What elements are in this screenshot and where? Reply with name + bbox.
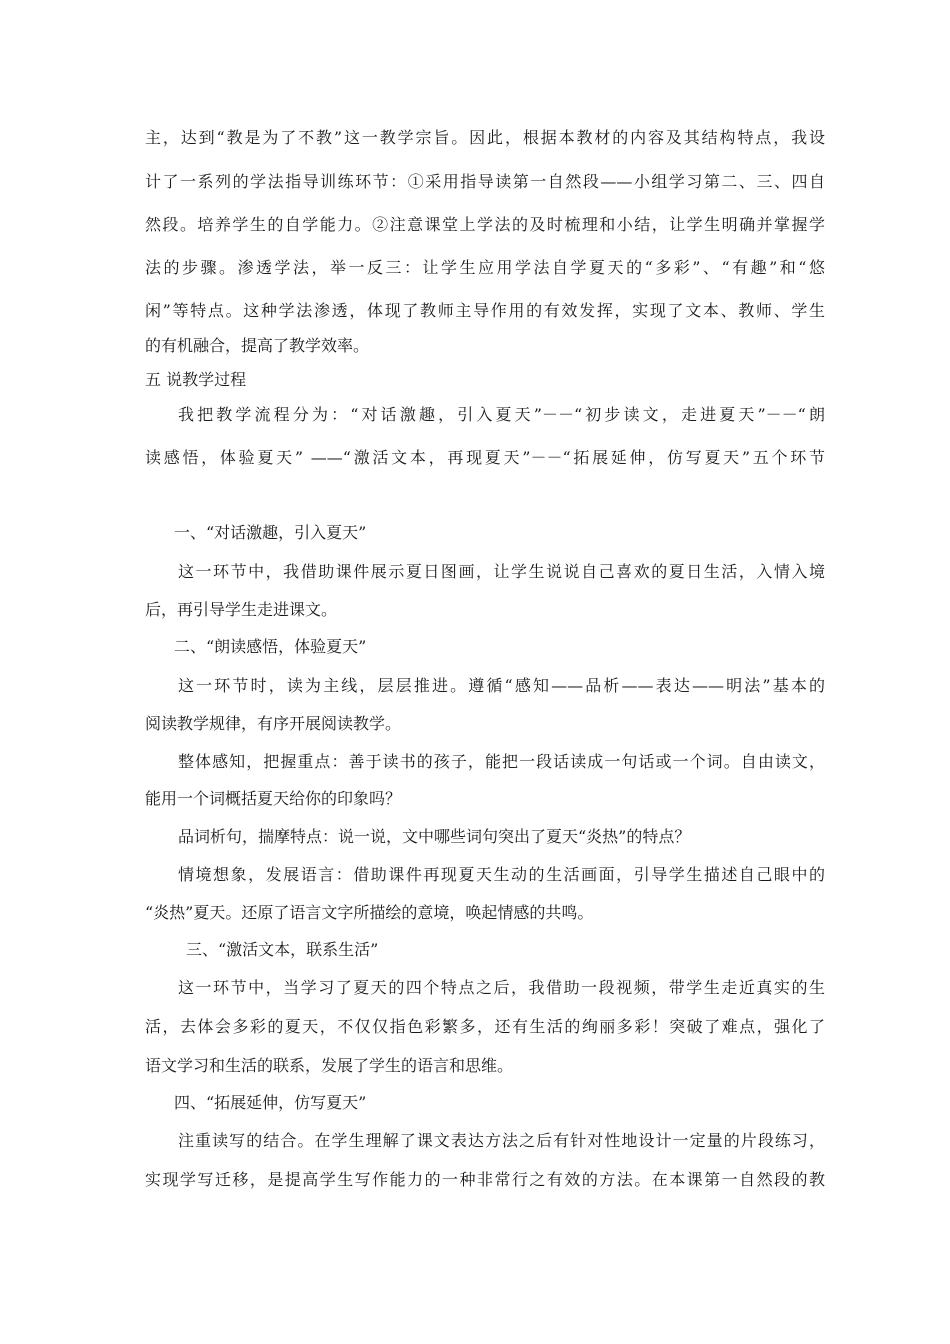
text-line: 阅读教学规律，有序开展阅读教学。 xyxy=(145,714,402,733)
text-line: 后，再引导学生走进课文。 xyxy=(145,600,338,619)
text-line: 闲”等特点。这种学法渗透，体现了教师主导作用的有效发挥，实现了文本、教师、学生 xyxy=(145,301,825,320)
text-line: 活，去体会多彩的夏天，不仅仅指色彩繁多，还有生活的绚丽多彩！突破了难点，强化了 xyxy=(145,1017,825,1036)
text-line: “炎热”夏天。还原了语言文字所描绘的意境，唤起情感的共鸣。 xyxy=(145,903,594,922)
text-line: 品词析句，揣摩特点：说一说，文中哪些词句突出了夏天“炎热”的特点？ xyxy=(178,827,691,846)
text-line: 计了一系列的学法指导训练环节：①采用指导读第一自然段——小组学习第二、三、四自 xyxy=(145,172,825,191)
text-line: 语文学习和生活的联系，发展了学生的语言和思维。 xyxy=(145,1056,514,1075)
text-line: 整体感知，把握重点：善于读书的孩子，能把一段话读成一句话或一个词。自由读文， xyxy=(178,752,825,771)
subsection-heading: 二、“朗读感悟，体验夏天” xyxy=(174,637,367,656)
text-line: 这一环节时，读为主线，层层推进。遵循“感知——品析——表达——明法”基本的 xyxy=(178,676,825,695)
text-line: 法的步骤。渗透学法，举一反三：让学生应用学法自学夏天的“多彩”、“有趣”和“悠 xyxy=(145,258,825,277)
text-line: 情境想象，发展语言：借助课件再现夏天生动的生活画面，引导学生描述自己眼中的 xyxy=(178,865,825,884)
text-line: 读感悟，体验夏天” ——“激活文本，再现夏天”－－“拓展延伸，仿写夏天”五个环节 xyxy=(145,448,825,467)
text-line: 主，达到“教是为了不教”这一教学宗旨。因此，根据本教材的内容及其结构特点，我设 xyxy=(145,128,825,147)
text-line: 的有机融合，提高了教学效率。 xyxy=(145,336,370,355)
text-line: 这一环节中，我借助课件展示夏日图画，让学生说说自己喜欢的夏日生活，入情入境 xyxy=(178,562,825,581)
text-line: 实现学写迁移，是提高学生写作能力的一种非常行之有效的方法。在本课第一自然段的教 xyxy=(145,1170,825,1189)
text-line: 然段。培养学生的自学能力。②注意课堂上学法的及时梳理和小结，让学生明确并掌握学 xyxy=(145,215,825,234)
text-line: 注重读写的结合。在学生理解了课文表达方法之后有针对性地设计一定量的片段练习， xyxy=(178,1131,825,1150)
subsection-heading: 四、“拓展延伸，仿写夏天” xyxy=(174,1093,367,1112)
subsection-heading: 三、“激活文本，联系生活” xyxy=(186,940,379,959)
text-line: 这一环节中，当学习了夏天的四个特点之后，我借助一段视频，带学生走近真实的生 xyxy=(178,978,825,997)
text-line: 能用一个词概括夏天给你的印象吗？ xyxy=(145,789,402,808)
text-line: 我把教学流程分为：“对话激趣，引入夏天”－－“初步读文，走进夏天”－－“朗 xyxy=(178,405,825,424)
subsection-heading: 一、“对话激趣，引入夏天” xyxy=(174,523,367,542)
section-heading: 五 说教学过程 xyxy=(145,370,247,389)
